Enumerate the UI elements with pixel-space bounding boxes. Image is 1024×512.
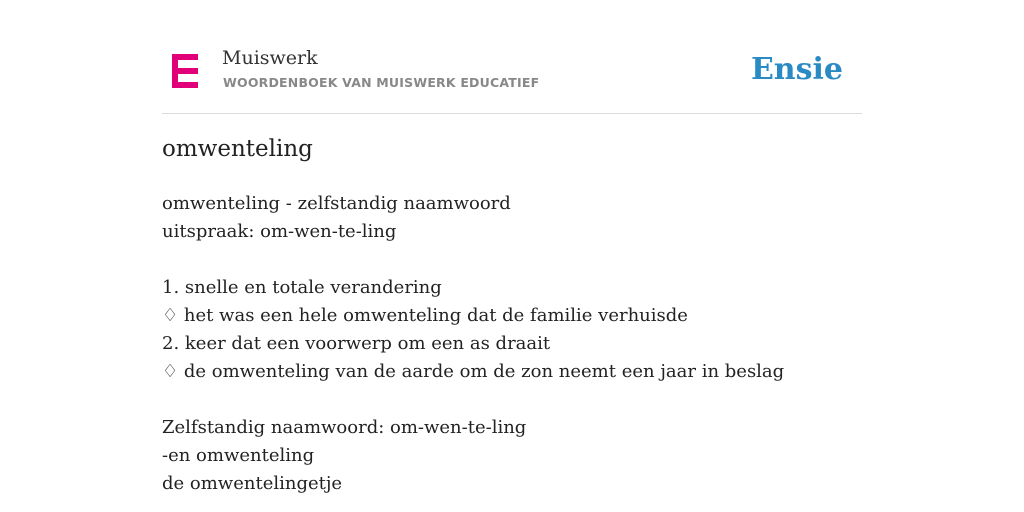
- entry-line-blank: [162, 246, 784, 274]
- source-name[interactable]: Muiswerk: [222, 47, 318, 69]
- entry-line-example-1: ♢ het was een hele omwenteling dat de familie verhuisde: [162, 305, 688, 326]
- entry-body: [162, 190, 784, 498]
- entry-line-meaning-2: 2. keer dat een voorwerp om een as draait: [162, 333, 551, 354]
- ensie-logo[interactable]: Ensie: [750, 52, 843, 87]
- entry-line-hyphenation: Zelfstandig naamwoord: om-wen-te-ling: [162, 417, 527, 438]
- entry-line-blank: [162, 386, 784, 414]
- entry-line-pronunciation: uitspraak: om-wen-te-ling: [162, 221, 397, 242]
- entry-line-diminutive: de omwentelingetje: [162, 473, 343, 494]
- entry-title: omwenteling: [162, 136, 313, 162]
- entry-line-plural: -en omwenteling: [162, 445, 315, 466]
- dictionary-header: [162, 40, 862, 114]
- entry-line-definition-header: omwenteling - zelfstandig naamwoord: [162, 193, 511, 214]
- entry-line-meaning-1: 1. snelle en totale verandering: [162, 277, 442, 298]
- muiswerk-logo-icon[interactable]: [172, 54, 200, 88]
- entry-line-example-2: ♢ de omwenteling van de aarde om de zon neemt een jaar in beslag: [162, 361, 785, 382]
- source-subtitle: WOORDENBOEK VAN MUISWERK EDUCATIEF: [223, 75, 540, 90]
